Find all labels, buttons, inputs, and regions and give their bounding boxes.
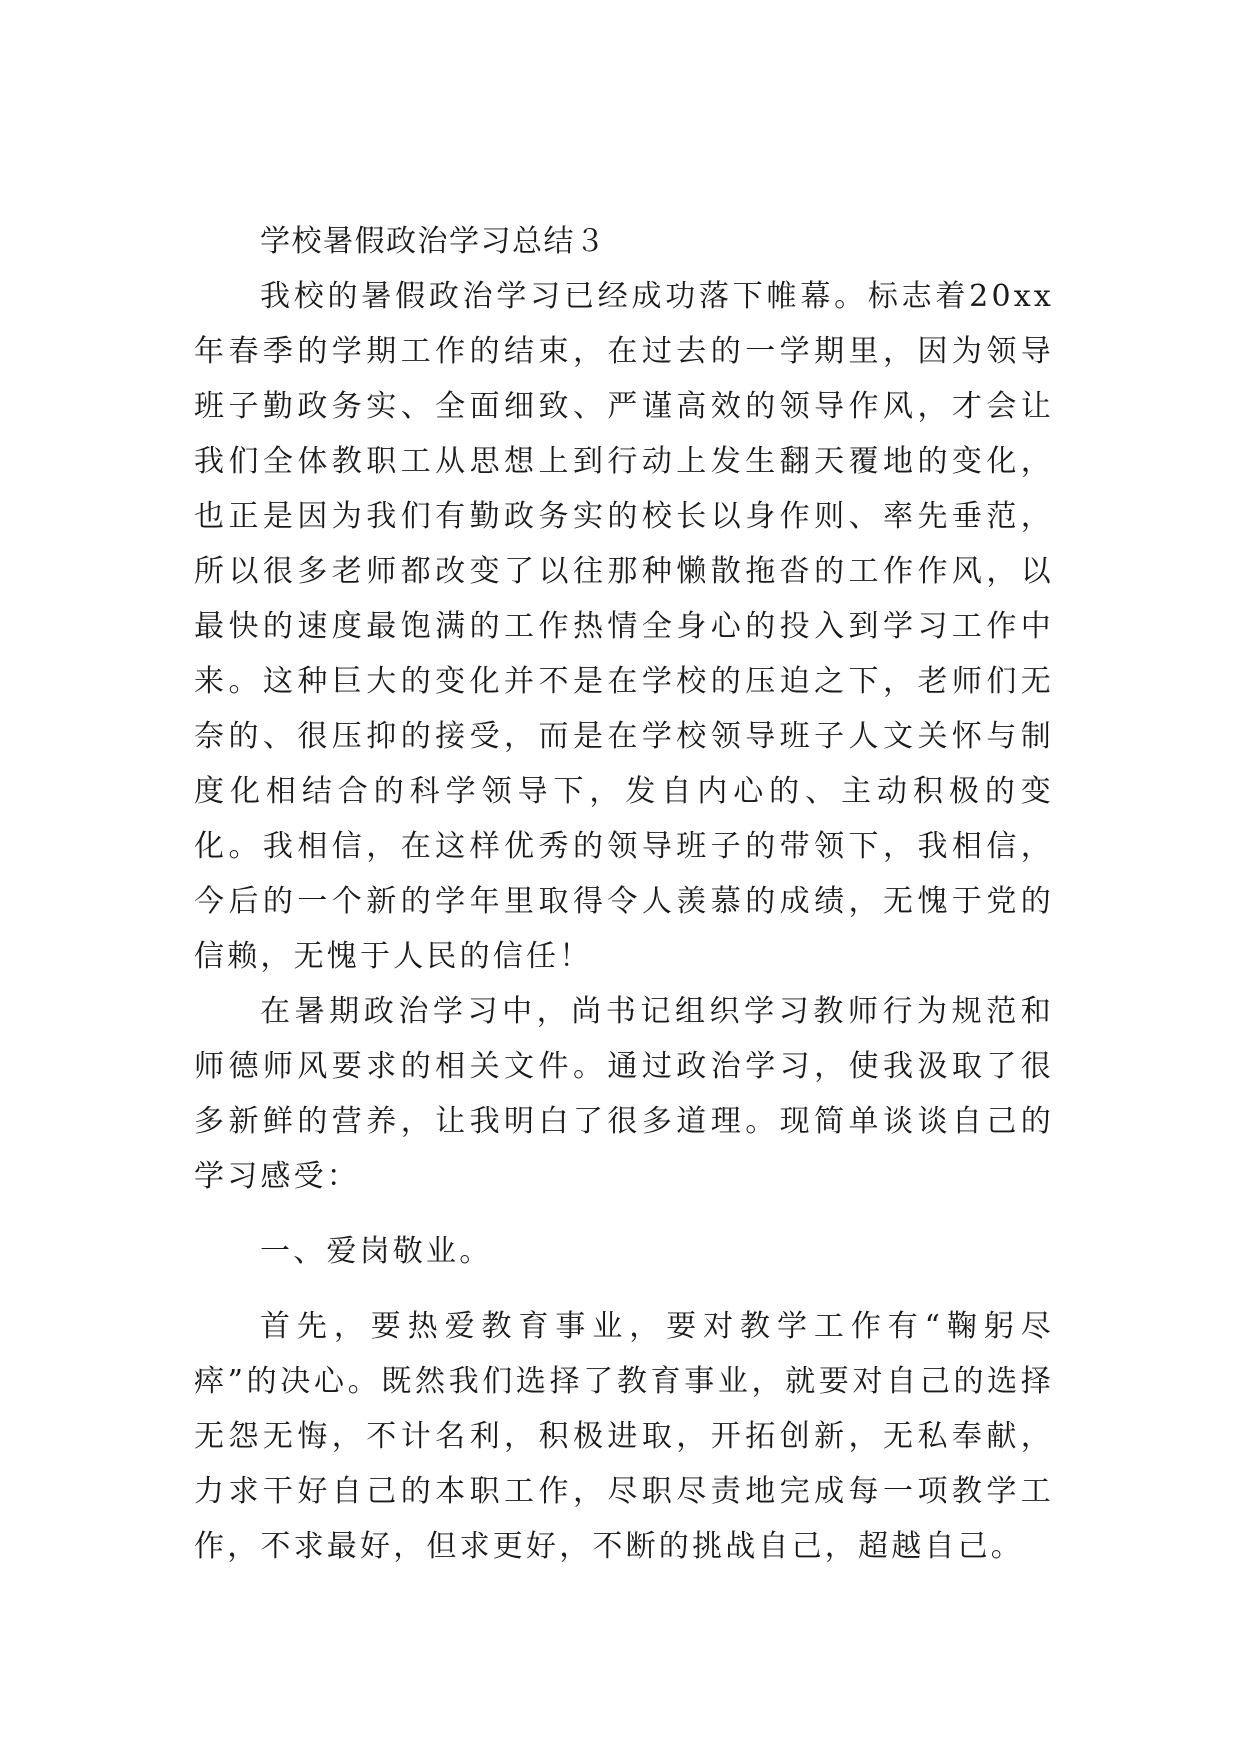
document-body — [194, 214, 1054, 1574]
paragraph-dedication: 首先，要热爱教育事业，要对教学工作有“鞠躬尽瘁”的决心。既然我们选择了教育事业，就要对自己的选择无怨无悔，不计名利，积极进取，开拓创新，无私奉献，力求干好自己的本职工作，尽职尽责地完成每一项教学工作，不求最好，但求更好，不断的挑战自己，超越自己。 — [194, 1309, 1054, 1564]
paragraph-intro: 我校的暑假政治学习已经成功落下帷幕。标志着20xx年春季的学期工作的结束，在过去的一学期里，因为领导班子勤政务实、全面细致、严谨高效的领导作风，才会让我们全体教职工从思想上到行动上发生翻天覆地的变化，也正是因为我们有勤政务实的校长以身作则、率先垂范，所以很多老师都改变了以往那种懒散拖沓的工作作风，以最快的速度最饱满的工作热情全身心的投入到学习工作中来。这种巨大的变化并不是在学校的压迫之下，老师们无奈的、很压抑的接受，而是在学校领导班子人文关怀与制度化相结合的科学领导下，发自内心的、主动积极的变化。我相信，在这样优秀的领导班子的带领下，我相信，今后的一个新的学年里取得令人羡慕的成绩，无愧于党的信赖，无愧于人民的信任！ — [194, 279, 1054, 974]
document-title: 学校暑假政治学习总结３ — [260, 224, 607, 259]
paragraph-study-content: 在暑期政治学习中，尚书记组织学习教师行为规范和师德师风要求的相关文件。通过政治学习，使我汲取了很多新鲜的营养，让我明白了很多道理。现简单谈谈自己的学习感受： — [194, 994, 1054, 1194]
section-heading-1: 一、爱岗敬业。 — [260, 1234, 493, 1269]
